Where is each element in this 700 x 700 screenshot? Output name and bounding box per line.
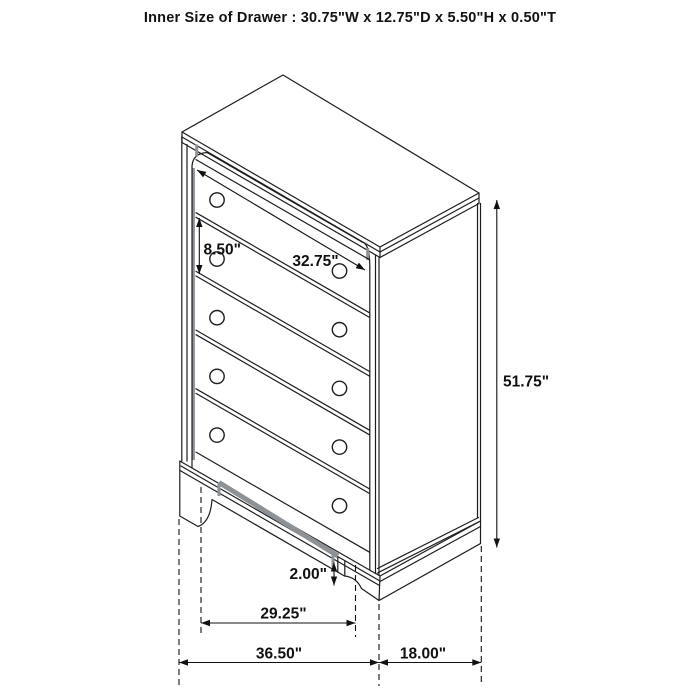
- drawer-opening-height-label: 8.50": [203, 241, 242, 259]
- knob: [210, 193, 224, 207]
- dimension-overall-width: [179, 646, 379, 666]
- knob: [332, 440, 346, 454]
- knob: [332, 381, 346, 395]
- dimension-base-cutout-span: [201, 606, 356, 627]
- frame-corner-notch-left: [195, 145, 198, 157]
- page-title: Inner Size of Drawer : 30.75"W x 12.75"D x 5.50"H x 0.50"T: [143, 10, 557, 26]
- chest-drawing: [180, 75, 481, 601]
- plinth-notch-left: [218, 483, 221, 496]
- overall-height-label: 51.75": [503, 373, 550, 391]
- knob: [210, 369, 224, 383]
- base-plinth: [180, 461, 481, 601]
- dimension-overall-height: [494, 200, 550, 548]
- base-foot-height-label: 2.00": [289, 566, 327, 583]
- knob: [210, 428, 224, 442]
- knob: [332, 323, 346, 337]
- base-cutout-span-label: 29.25": [260, 605, 307, 623]
- knob: [210, 311, 224, 325]
- drawer-front-width-label: 32.75": [292, 253, 339, 270]
- dimension-overall-depth: [379, 646, 481, 666]
- plinth-side-face: [379, 521, 481, 601]
- overall-width-label: 36.50": [255, 645, 303, 663]
- overall-depth-label: 18.00": [399, 645, 447, 663]
- knob: [332, 499, 346, 513]
